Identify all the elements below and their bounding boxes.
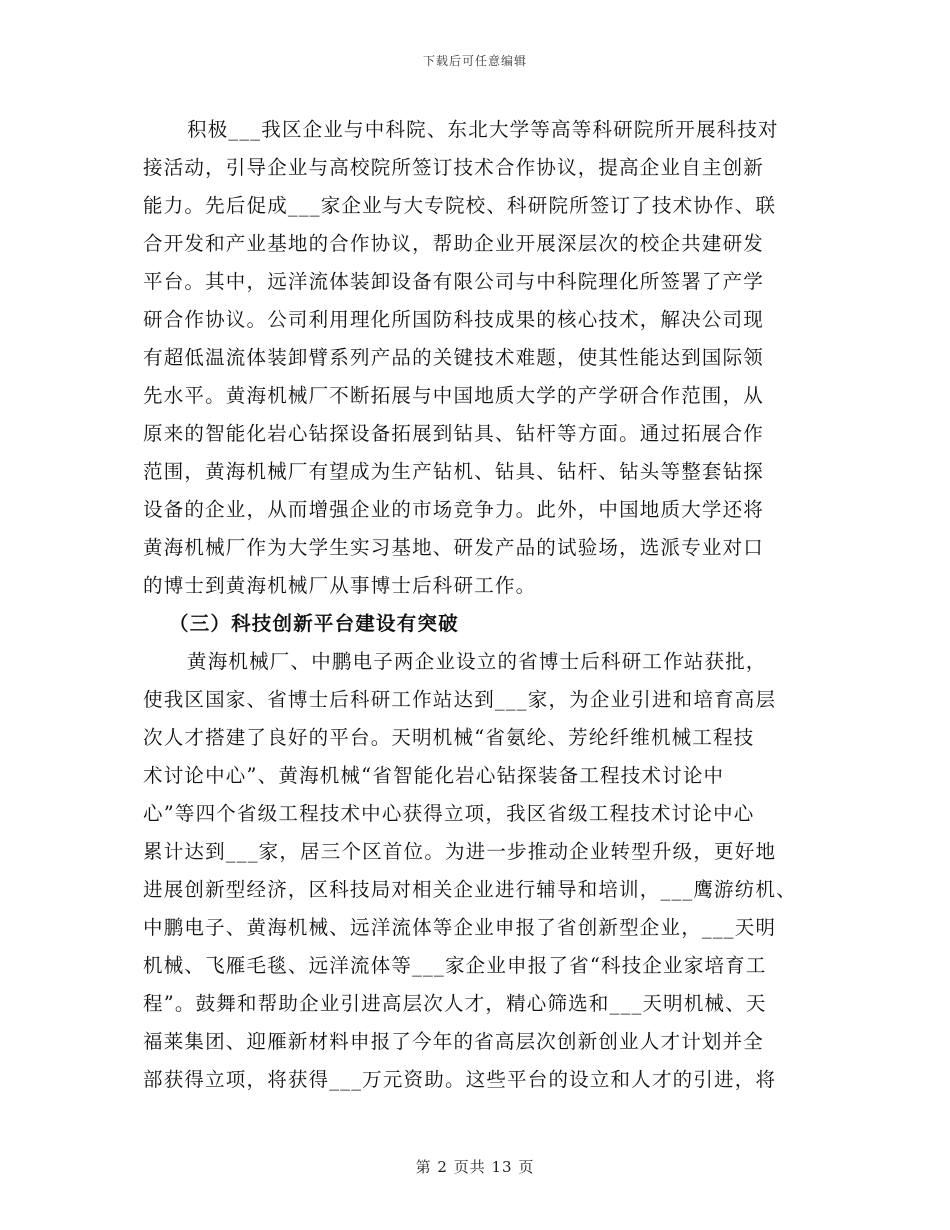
paragraph-line: 合开发和产业基地的合作协议，帮助企业开展深层次的校企共建研发 — [143, 232, 765, 255]
paragraph-line: 术讨论中心”、黄海机械“省智能化岩心钻探装备工程技术讨论中 — [143, 764, 725, 787]
paragraph-line: 研合作协议。公司利用理化所国防科技成果的核心技术，解决公司现 — [143, 308, 765, 331]
paragraph-line: 先水平。黄海机械厂不断拓展与中国地质大学的产学研合作范围，从 — [143, 384, 765, 407]
paragraph-line: 能力。先后促成___家企业与大专院校、科研院所签订了技术协作、联 — [143, 194, 777, 217]
paragraph-line: 部获得立项，将获得___万元资助。这些平台的设立和人才的引进，将 — [143, 1068, 777, 1091]
paragraph-line: 使我区国家、省博士后科研工作站达到___家，为企业引进和培育高层 — [143, 688, 777, 711]
paragraph-line: 设备的企业，从而增强企业的市场竞争力。此外，中国地质大学还将 — [143, 498, 765, 521]
paragraph-line: 累计达到___家，居三个区首位。为进一步推动企业转型升级，更好地 — [143, 840, 777, 863]
paragraph-line: 机械、飞雁毛毯、远洋流体等___家企业申报了省“科技企业家培育工 — [143, 954, 767, 977]
paragraph-line: 积极___我区企业与中科院、东北大学等高等科研院所开展科技对 — [187, 118, 779, 141]
paragraph-line: 平台。其中，远洋流体装卸设备有限公司与中科院理化所签署了产学 — [143, 270, 765, 293]
section-heading: （三）科技创新平台建设有突破 — [169, 612, 459, 635]
paragraph-line: 中鹏电子、黄海机械、远洋流体等企业申报了省创新型企业，___天明 — [143, 916, 777, 939]
paragraph-line: 心”等四个省级工程技术中心获得立项，我区省级工程技术讨论中心 — [143, 802, 755, 825]
paragraph-line: 原来的智能化岩心钻探设备拓展到钻具、钻杆等方面。通过拓展合作 — [143, 422, 765, 445]
paragraph-line: 有超低温流体装卸臂系列产品的关键技术难题，使其性能达到国际领 — [143, 346, 765, 369]
paragraph-line: 程”。鼓舞和帮助企业引进高层次人才，精心筛选和___天明机械、天 — [143, 992, 767, 1015]
page-footer: 第 2 页共 13 页 — [415, 1158, 535, 1176]
paragraph-line: 黄海机械厂作为大学生实习基地、研发产品的试验场，选派专业对口 — [143, 536, 765, 559]
paragraph-line: 的博士到黄海机械厂从事博士后科研工作。 — [143, 574, 537, 597]
paragraph-line: 黄海机械厂、中鹏电子两企业设立的省博士后科研工作站获批， — [187, 650, 767, 673]
document-body — [143, 111, 808, 1099]
paragraph-line: 次人才搭建了良好的平台。天明机械“省氨纶、芳纶纤维机械工程技 — [143, 726, 755, 749]
page-header: 下载后可任意编辑 — [422, 54, 527, 68]
paragraph-line: 接活动，引导企业与高校院所签订技术合作协议，提高企业自主创新 — [143, 156, 765, 179]
paragraph-line: 福莱集团、迎雁新材料申报了今年的省高层次创新创业人才计划并全 — [143, 1030, 765, 1053]
paragraph-line: 进展创新型经济，区科技局对相关企业进行辅导和培训，___鹰游纺机、 — [143, 878, 797, 901]
paragraph-line: 范围，黄海机械厂有望成为生产钻机、钻具、钻杆、钻头等整套钻探 — [143, 460, 765, 483]
